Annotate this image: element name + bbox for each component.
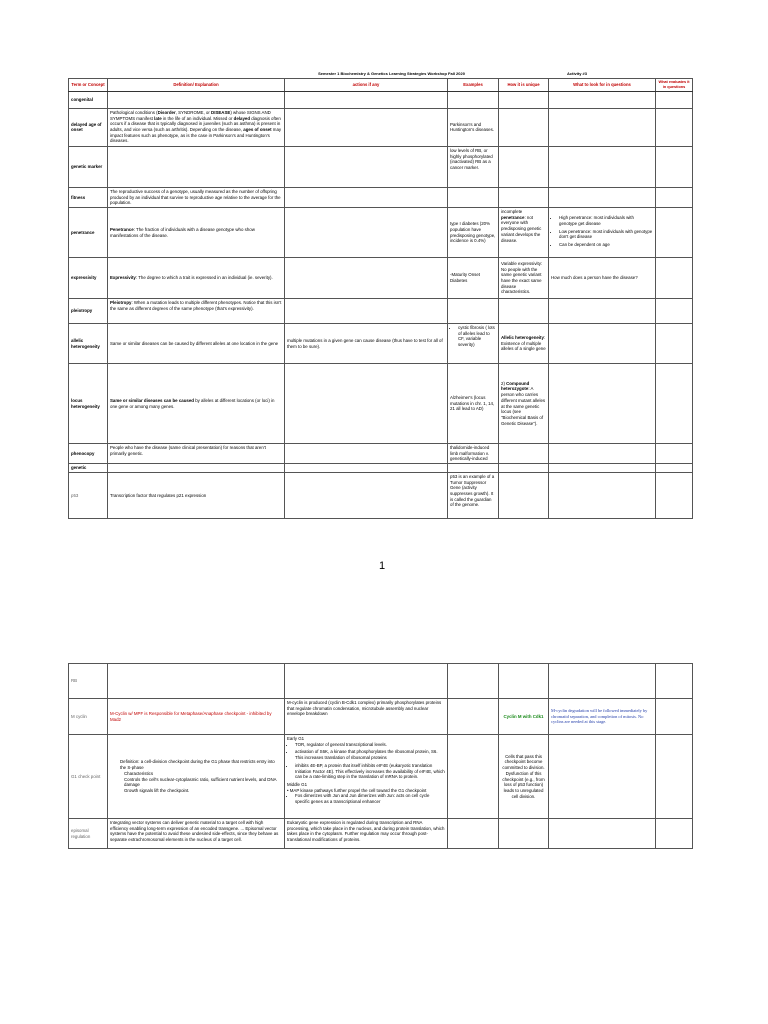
- col-header-unique: How it is unique: [499, 79, 549, 92]
- worksheet-title: Semester 1 Biochemistry & Genetics Learning Strategies Workshop Fall 2020: [318, 71, 465, 77]
- table-row: [69, 187, 693, 207]
- table-row: [69, 258, 693, 299]
- term-cell: pleiotropy: [69, 299, 108, 324]
- col-header-examples: Examples: [448, 79, 499, 92]
- list-item: • activation of S6K, a kinase that phosphorylates the ribosomal protein, S6. This increases translation of ribosomal proteins: [295, 749, 445, 760]
- col-header-term: Term or Concept: [69, 79, 108, 92]
- look-for-cell: M-cyclin degradation will be followed immediately by chromatid separation, and completion of mitosis. No cyclins are needed at this stage.: [549, 699, 656, 735]
- column-header-row: [69, 79, 693, 92]
- examples-cell: Parkinson's and Huntington's diseases.: [448, 108, 499, 146]
- list-item: • cystic fibrosis ( lots of alleles lead to CF, variable severity): [458, 325, 496, 348]
- term-cell: penetrance: [69, 208, 108, 258]
- examples-cell: [448, 324, 499, 364]
- term-cell: episomal regulation: [69, 819, 108, 849]
- examples-cell: Alzheimer's (locus mutations in chr. 1, 14, 21 all lead to AD): [448, 364, 499, 444]
- table-row: [69, 444, 693, 464]
- definition-cell: Penetrance: The fraction of individuals with a disease genotype who show manifestations of the disease.: [108, 208, 285, 258]
- unique-cell: 2) Compound heterozygote: A person who carries different mutant alleles at the same genetic locus (see "Biochemical Basis of Genetic Disease").: [499, 364, 549, 444]
- table-row: [69, 664, 693, 699]
- unique-cell: incomplete penetrance: not everyone with predisposing genetic variant develops the disease.: [499, 208, 549, 258]
- look-for-cell: [549, 208, 656, 258]
- term-cell: congenital: [69, 91, 108, 108]
- definition-cell: M-Cyclin w/ MPF is Responsible for Metaphase/Anaphase checkpoint - inhibited by Mad2: [108, 699, 285, 735]
- table-row: [69, 91, 693, 108]
- examples-cell: type I diabetes (20% population have predisposing genotype, incidence is 0.4%): [448, 208, 499, 258]
- definition-cell: Same or similar diseases can be caused by alleles at different locations (or loci) in one gene or among many genes.: [108, 364, 285, 444]
- table-row: [69, 735, 693, 819]
- table-row: [69, 464, 693, 473]
- term-cell: allelic heterogeneity: [69, 324, 108, 364]
- term-cell: genetic marker: [69, 146, 108, 187]
- col-header-actions: actions if any: [285, 79, 448, 92]
- term-cell: p53: [69, 472, 108, 518]
- term-cell: phenocopy: [69, 444, 108, 464]
- term-cell: locus heterogeneity: [69, 364, 108, 444]
- term-cell: delayed age of onset: [69, 108, 108, 146]
- table-row: [69, 146, 693, 187]
- unique-cell: Allelic heterogeneity: Existence of multiple alleles of a single gene: [499, 324, 549, 364]
- look-for-cell: How much does a person have the disease?: [549, 258, 656, 299]
- list-item: • inhibits 4E-BP, a protein that itself inhibits eIF4E (eukaryotic translation Initiation Factor 4E). This effectively increases the availability of eIF4E, which can be a rate-limiting step in the translation of mRNA to protein.: [295, 763, 445, 780]
- worksheet-table-1: [68, 70, 693, 519]
- term-cell: G1 check point: [69, 735, 108, 819]
- list-item: • Low penetrance: most individuals with genotype don't get disease: [559, 229, 653, 240]
- table-row: [69, 364, 693, 444]
- definition-cell: Definition: a cell-division checkpoint during the G1 phase that restricts entry into the S-phase Characteristics Controls the cell's nuclear-cytoplasmic ratio, sufficient nutrient levels, and DNA damage Growth signals lift the checkpoint.: [108, 735, 285, 819]
- actions-cell: Eukaryotic gene expression is regulated during transcription and RNA processing, which take place in the nucleus, and during protein translation, which takes place in the cytoplasm. Further regulation may occur through post-translational modifications of proteins.: [285, 819, 448, 849]
- list-item: • Can be dependent on age: [559, 242, 653, 248]
- examples-cell: -Maturity Onset Diabetes: [448, 258, 499, 299]
- definition-cell: Pleiotropy: When a mutation leads to multiple different phenotypes. Notice that this isn't the same as different degrees of the same phenotype (that's expressivity).: [108, 299, 285, 324]
- col-header-definition: Definition/ Explanation: [108, 79, 285, 92]
- definition-cell: Expressivity: The degree to which a trait is expressed in an individual (ie. severity).: [108, 258, 285, 299]
- term-cell: fitness: [69, 187, 108, 207]
- header-row: [69, 70, 693, 79]
- table-row: [69, 472, 693, 518]
- col-header-look-for: What to look for in questions: [549, 79, 656, 92]
- term-cell: RB: [69, 664, 108, 699]
- definition-cell: The reproductive success of a genotype, usually measured as the number of offspring produced by an individual that survive to reproductive age relative to the average for the population.: [108, 187, 285, 207]
- table-row: [69, 819, 693, 849]
- definition-cell: Integrating vector systems can deliver genetic material to a target cell with high efficiency enabling long-term expression of an encoded transgene. ... Episomal vector systems have the potential to avoid these undesired side-effects, since they behave as separate extrachromosomal elements in the nucleus of a target cell.: [108, 819, 285, 849]
- actions-cell: Early G1 • TOR, regulator of general transcriptional levels. • activation of S6K, a kinase that phosphorylates the ribosomal protein, S6. This increases translation of ribosomal proteins • inhibits 4E-BP, a protein that itself inhibits eIF4E (eukaryotic translation Initiation Factor 4E). This effectively increases the availability of eIF4E, which can be a rate-limiting step in the translation of mRNA to protein. Middle G1 • MAP kinase pathways further propel the cell toward the G1 checkpoint • Fos dimerizes with Jun and Jun dimerizes with Jun: acts on cell cycle specific genes as a transcriptional enhancer: [285, 735, 448, 819]
- definition-cell: Same or similar diseases can be caused by different alleles at one location in the gene: [108, 324, 285, 364]
- definition-cell: Transcription factor that regulates p21 expression: [108, 472, 285, 518]
- unique-cell: Cyclin M with Cdk1: [499, 699, 549, 735]
- list-item: • High penetrance: most individuals with genotype get disease: [559, 215, 653, 226]
- table-row: [69, 699, 693, 735]
- term-cell: genetic: [69, 464, 108, 473]
- examples-cell: low levels of RB, or highly phosphorylated (inactivated) RB as a cancer marker.: [448, 146, 499, 187]
- table-row: [69, 324, 693, 364]
- definition-cell: Pathological conditions (Disorder, SYNDROME, or DISEASE) whose SIGNS AND SYMPTOMS manifest late in the life of an individual. Missed or delayed diagnosis often occurs if a disease that is typically diagnosed in juveniles (such as asthma) is present in adults, and vice versa (such as arthritis). Depending on the disease, ages of onset may impact features such as phenotype, as is the case in Parkinson's and Huntington's diseases.: [108, 108, 285, 146]
- unique-cell: Variable expressivity: No people with the same genetic variant have the exact same disease characteristics.: [499, 258, 549, 299]
- examples-cell: thalidomide-induced limb malformation v. genetically-induced: [448, 444, 499, 464]
- worksheet-table-2: [68, 663, 693, 849]
- table-row: [69, 208, 693, 258]
- col-header-evaluates: What evaluates it in questions: [656, 79, 693, 92]
- activity-label: Activity #3: [567, 71, 588, 77]
- term-cell: expressivity: [69, 258, 108, 299]
- actions-cell: M-cyclin is produced (cyclin B-Cdk1 complex) primarily phosphorylates proteins that regulate chromatin condensation, microtubule assembly and nuclear envelope breakdown: [285, 699, 448, 735]
- table-row: [69, 299, 693, 324]
- look-for-cell: Cells that pass this checkpoint become committed to division. Dysfunction of this checkpoint (e.g., from loss of p53 function) leads to unregulated cell division.: [499, 735, 549, 819]
- list-item: • Fos dimerizes with Jun and Jun dimerizes with Jun: acts on cell cycle specific genes as a transcriptional enhancer: [295, 793, 445, 804]
- page-number: 1: [379, 560, 386, 572]
- term-cell: M cyclin: [69, 699, 108, 735]
- actions-cell: multiple mutations in a given gene can cause disease (thus have to test for all of them to be sure).: [285, 324, 448, 364]
- list-item: • TOR, regulator of general transcriptional levels.: [295, 742, 445, 748]
- definition-cell: People who have the disease (same clinical presentation) for reasons that aren't primarily genetic.: [108, 444, 285, 464]
- examples-cell: p53 is an example of a Tumor Suppressor Gene (activity suppresses growth). It is called the guardian of the genome.: [448, 472, 499, 518]
- table-row: [69, 108, 693, 146]
